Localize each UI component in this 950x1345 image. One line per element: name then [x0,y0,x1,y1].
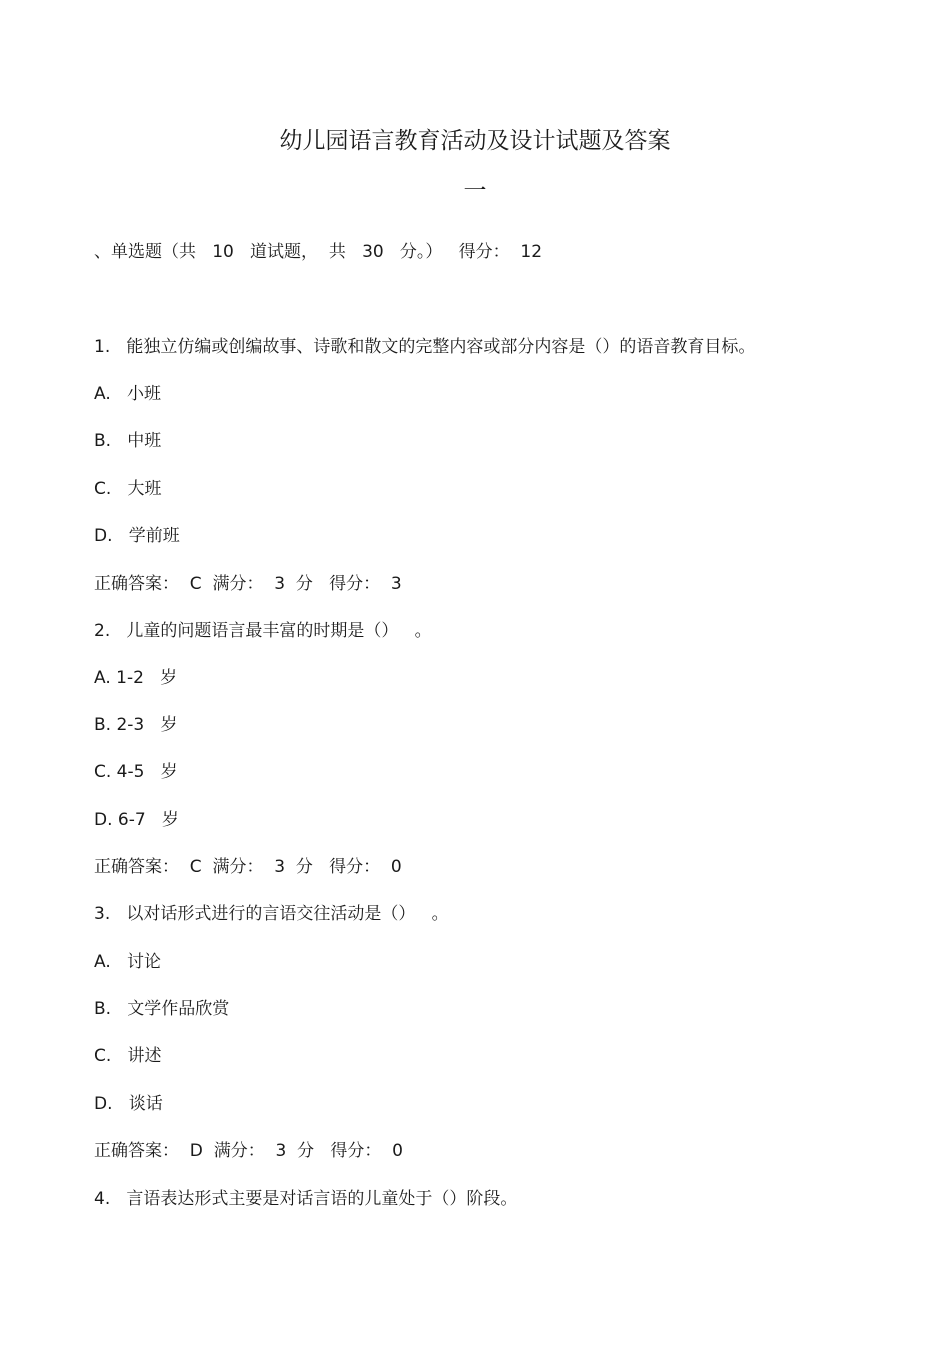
question-3-answer: 正确答案： D 满分： 3 分 得分： 0 [94,1141,403,1161]
question-2-option-c: C. 4-5 岁 [94,762,178,782]
question-1-option-c: C. 大班 [94,479,162,499]
question-3-option-a: A. 讨论 [94,952,161,972]
question-1-option-b: B. 中班 [94,431,162,451]
question-3-stem: 3. 以对话形式进行的言语交往活动是（） 。 [94,904,449,924]
question-1-option-a: A. 小班 [94,384,161,404]
question-2-option-d: D. 6-7 岁 [94,810,179,830]
question-2-option-a: A. 1-2 岁 [94,668,178,688]
question-3-option-c: C. 讲述 [94,1046,162,1066]
question-1-stem: 1. 能独立仿编或创编故事、诗歌和散文的完整内容或部分内容是（）的语音教育目标。 [94,337,756,357]
question-1-answer: 正确答案： C 满分： 3 分 得分： 3 [94,574,402,594]
title-section-number: 一 [463,178,487,204]
question-2-option-b: B. 2-3 岁 [94,715,178,735]
question-1-option-d: D. 学前班 [94,526,180,546]
section-header: 、单选题（共 10 道试题， 共 30 分。） 得分： 12 [94,242,543,262]
question-4-stem: 4. 言语表达形式主要是对话言语的儿童处于（）阶段。 [94,1189,518,1209]
question-3-option-b: B. 文学作品欣赏 [94,999,230,1019]
document-title: 幼儿园语言教育活动及设计试题及答案 [279,128,671,154]
question-3-option-d: D. 谈话 [94,1094,163,1114]
question-2-answer: 正确答案： C 满分： 3 分 得分： 0 [94,857,402,877]
question-2-stem: 2. 儿童的问题语言最丰富的时期是（） 。 [94,621,432,641]
